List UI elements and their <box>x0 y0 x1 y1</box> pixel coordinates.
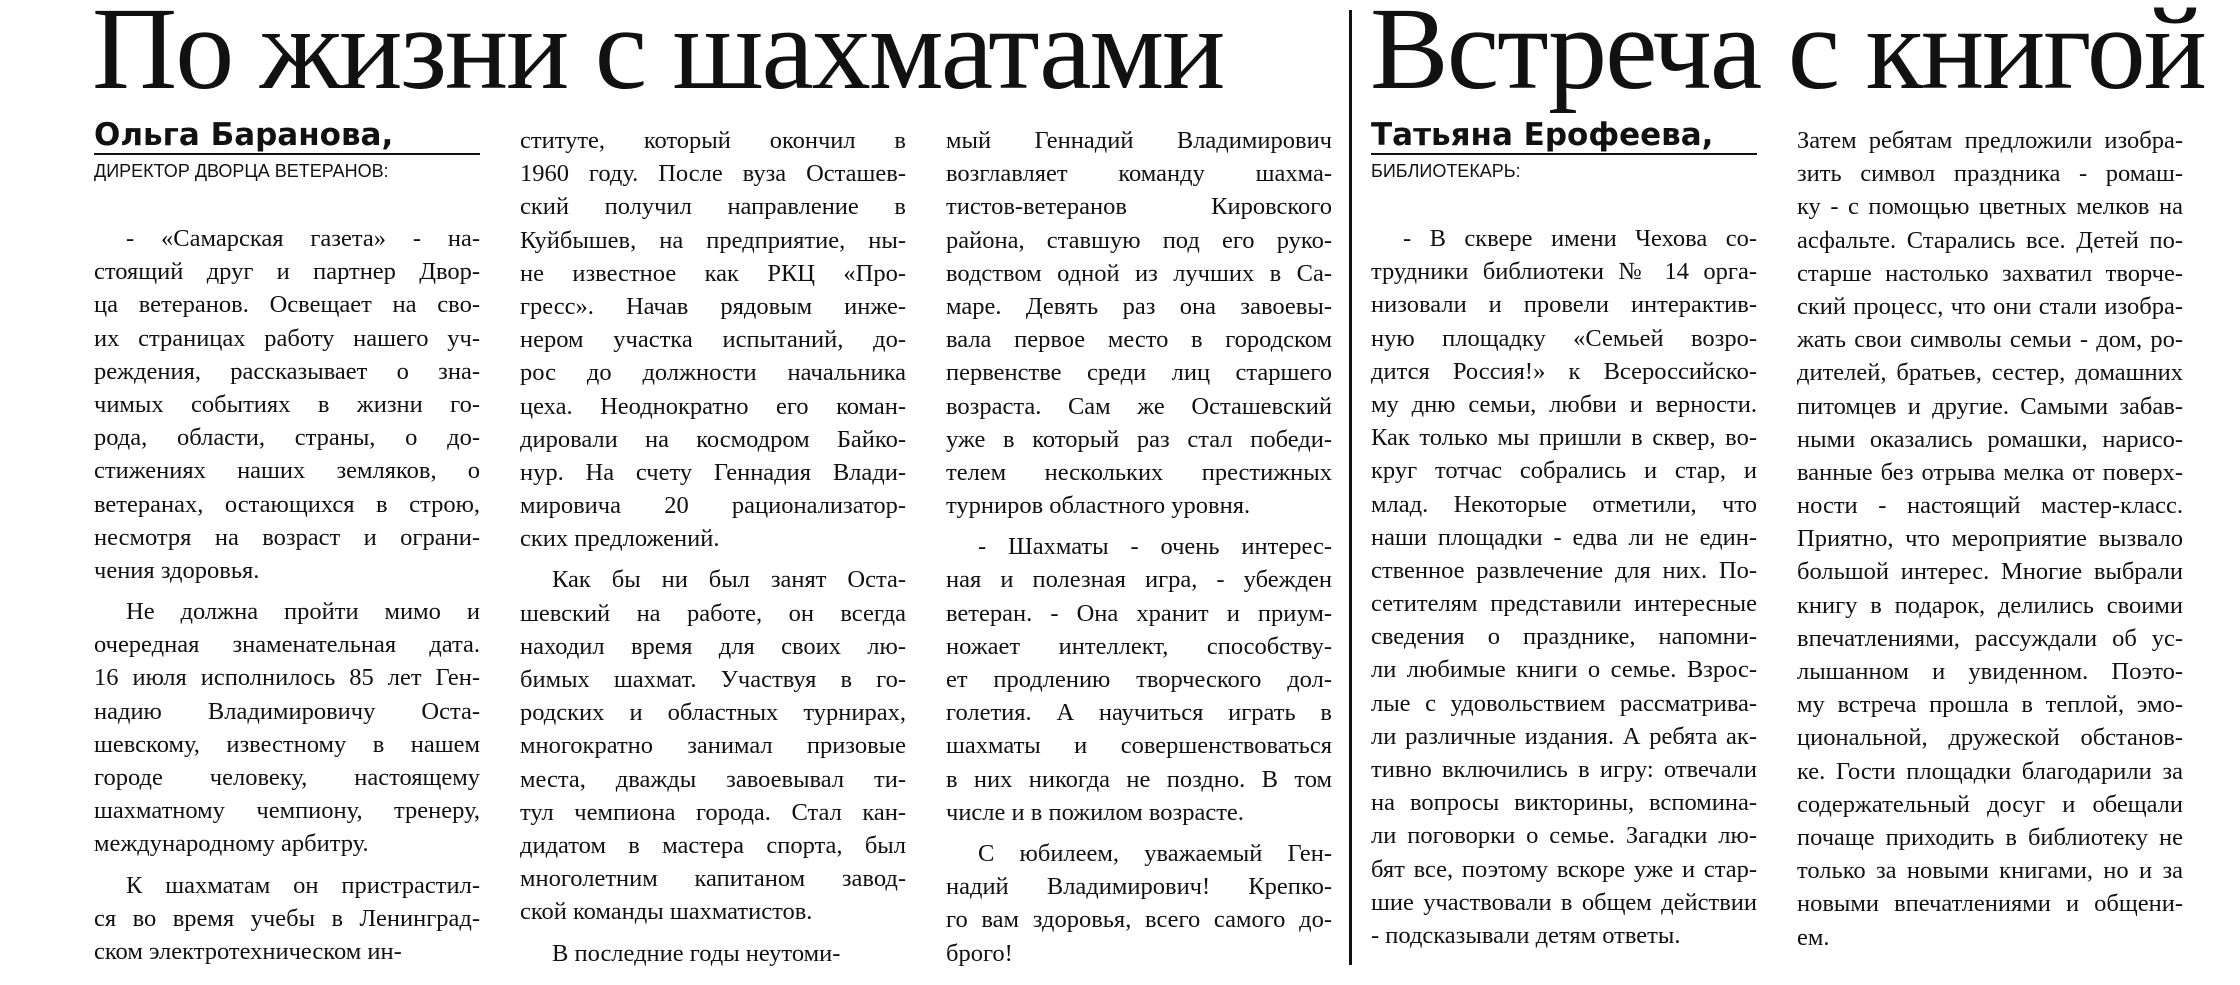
text-line: шевский на работе, он всегда <box>520 599 906 627</box>
text-line: возглавляет команду шахма- <box>946 160 1332 188</box>
text-line: ца ветеранов. Освещает на сво- <box>94 291 480 319</box>
text-line: новыми впечатлениями и общени- <box>1797 890 2183 918</box>
text-line: многократно занимал призовые <box>520 732 906 760</box>
text-line: стоящий друг и партнер Двор- <box>94 258 480 286</box>
text-line: ституте, который окончил в <box>520 127 906 154</box>
text-line: ку - с помощью цветных мелков на <box>1797 193 2183 221</box>
text-line: ственное развлечение для них. По- <box>1371 556 1757 584</box>
text-line: ветеранах, остающихся в строю, <box>94 490 480 518</box>
text-line: находил время для своих лю- <box>520 632 906 660</box>
text-line: Затем ребятам предложили изобра- <box>1797 127 2183 154</box>
text-line: ли поговорки о семье. Загадки лю- <box>1371 822 1757 850</box>
text-line: многолетним капитаном завод- <box>520 865 906 893</box>
article2-headline: Встреча с книгой <box>1370 0 2205 114</box>
article1-column-1 <box>94 190 480 968</box>
text-line: Не должна пройти мимо и <box>126 598 480 626</box>
text-line: ском электротехническом ин- <box>94 937 402 965</box>
text-line: лые с удовольствием рассматрива- <box>1371 689 1757 717</box>
text-line: сетителям представили интересные <box>1371 590 1757 618</box>
text-line: ся во время учебы в Ленинград- <box>94 904 480 932</box>
text-line: шевскому, известному в нашем <box>94 730 480 758</box>
text-line: возраста. Сам же Осташевский <box>946 392 1332 420</box>
text-line: рода, области, страны, о до- <box>94 424 480 452</box>
text-line: нером участка испытаний, до- <box>520 326 906 354</box>
text-line: - Шахматы - очень интерес- <box>978 533 1332 561</box>
text-line: цеха. Неоднократно его коман- <box>520 392 906 420</box>
text-line: циональной, дружеской обстанов- <box>1797 724 2183 752</box>
text-line: голетия. А научиться играть в <box>946 699 1332 727</box>
article2-author-rule <box>1371 153 1757 155</box>
article2-column-2 <box>1797 124 2183 954</box>
text-line: дителей, братьев, сестер, домашних <box>1797 359 2183 387</box>
column-divider <box>1349 10 1352 965</box>
text-line: тул чемпиона города. Стал кан- <box>520 798 906 826</box>
text-line: ских предложений. <box>520 525 720 553</box>
text-line: дидатом в мастера спорта, был <box>520 831 906 859</box>
article1-headline: По жизни с шахматами <box>92 0 1224 114</box>
article1-column-3 <box>946 124 1332 970</box>
text-line: маре. Девять раз она завоевы- <box>946 292 1332 320</box>
text-line: сведения о празднике, напомни- <box>1371 623 1757 651</box>
text-line: первенстве среди лиц старшего <box>946 359 1332 387</box>
article1-column-2 <box>520 124 906 970</box>
text-line: турниров областного уровня. <box>946 492 1251 520</box>
text-line: асфальте. Старались все. Детей по- <box>1797 226 2183 254</box>
text-line: содержательный досуг и обещали <box>1797 790 2183 818</box>
text-line: ванные без отрыва мелка от поверх- <box>1797 458 2183 486</box>
text-line: ем. <box>1797 923 1830 951</box>
text-line: С юбилеем, уважаемый Ген- <box>978 839 1332 867</box>
text-line: международному арбитру. <box>94 830 369 858</box>
text-line: родских и областных турнирах, <box>520 699 906 727</box>
text-line <box>1371 190 1757 206</box>
article2-author-role: БИБЛИОТЕКАРЬ: <box>1371 161 1521 181</box>
text-line: очередная знаменательная дата. <box>94 631 480 659</box>
text-line: района, ставшую под его руко- <box>946 226 1332 254</box>
text-line: ли любимые книги о семье. Взрос- <box>1371 656 1757 684</box>
text-line: книгу в подарок, делились своими <box>1797 591 2183 619</box>
text-line: только за новыми книгами, но и за <box>1797 857 2183 885</box>
text-line: надию Владимировичу Оста- <box>94 697 480 725</box>
article1-author: Ольга Баранова, <box>94 117 394 153</box>
text-line: лышанном и увиденном. Поэто- <box>1797 658 2183 685</box>
text-line: ет продлению творческого дол- <box>946 666 1332 693</box>
text-line: нур. На счету Геннадия Влади- <box>520 458 906 486</box>
text-line <box>94 190 480 206</box>
text-line: ской команды шахматистов. <box>520 898 813 926</box>
text-line: не известное как РКЦ «Про- <box>520 259 906 287</box>
text-line: наши площадки - едва ли не един- <box>1371 523 1757 551</box>
text-line: му дню семьи, любви и верности. <box>1371 390 1757 418</box>
text-line: их страницах работу нашего уч- <box>94 324 480 352</box>
text-line: му встреча прошла в теплой, эмо- <box>1797 691 2183 719</box>
text-line: шахматы и совершенствоваться <box>946 732 1332 760</box>
text-line: брого! <box>946 939 1013 967</box>
text-line: Как бы ни был занят Оста- <box>552 566 906 594</box>
text-line: дировали на космодром Байко- <box>520 425 906 453</box>
text-line: - подсказывали детям ответы. <box>1371 921 1681 949</box>
text-line: несмотря на возраст и ограни- <box>94 523 480 551</box>
text-line: рос до должности начальника <box>520 359 906 387</box>
text-line: чения здоровья. <box>94 556 260 584</box>
text-line: жать свои символы семьи - дом, ро- <box>1797 326 2183 354</box>
text-line: Как только мы пришли в сквер, во- <box>1371 424 1757 452</box>
text-line: шие участвовали в общем действии <box>1371 888 1757 916</box>
text-line: К шахматам он пристрастил- <box>126 871 480 899</box>
text-line: бимых шахмат. Участвуя в го- <box>520 666 906 693</box>
text-line: круг тотчас собрались и стар, и <box>1371 457 1757 485</box>
text-line: зить символ праздника - ромаш- <box>1797 160 2183 188</box>
text-line: ножает интеллект, способству- <box>946 632 1332 660</box>
text-line: места, дважды завоевывал ти- <box>520 765 906 793</box>
text-line: надий Владимирович! Крепко- <box>946 873 1332 901</box>
text-line: впечатлениями, рассуждали об ус- <box>1797 624 2183 652</box>
text-line: чимых событиях в жизни го- <box>94 390 480 418</box>
article1-author-role: ДИРЕКТОР ДВОРЦА ВЕТЕРАНОВ: <box>94 161 389 181</box>
text-line: ными оказались ромашки, нарисо- <box>1797 425 2183 453</box>
text-line <box>94 206 480 222</box>
text-line: млад. Некоторые отметили, что <box>1371 490 1757 518</box>
text-line: ности - настоящий мастер-класс. <box>1797 492 2183 520</box>
text-line: городе человеку, настоящему <box>94 764 480 791</box>
text-line: на вопросы викторины, вспомина- <box>1371 789 1757 817</box>
text-line: вала первое место в городском <box>946 326 1332 354</box>
text-line: трудники библиотеки № 14 орга- <box>1371 258 1757 286</box>
text-line: мый Геннадий Владимирович <box>946 127 1332 154</box>
text-line: почаще приходить в библиотеку не <box>1797 823 2183 851</box>
text-line: числе и в пожилом возрасте. <box>946 798 1244 826</box>
text-line: тивно включились в игру: отвечали <box>1371 756 1757 783</box>
text-line: 1960 году. После вуза Осташев- <box>520 160 906 188</box>
text-line: ский получил направление в <box>520 193 906 221</box>
text-line: уже в который раз стал победи- <box>946 425 1332 453</box>
text-line: мировича 20 рационализатор- <box>520 492 906 520</box>
text-line: го вам здоровья, всего самого до- <box>946 906 1332 934</box>
article1-author-rule <box>94 153 480 155</box>
text-line: ная и полезная игра, - убежден <box>946 566 1332 594</box>
text-line: шахматному чемпиону, тренеру, <box>94 797 480 825</box>
text-line: стижениях наших земляков, о <box>94 457 480 485</box>
text-line: гресс». Начав рядовым инже- <box>520 292 906 320</box>
text-line: ский процесс, что они стали изобра- <box>1797 292 2183 320</box>
text-line: старше настолько захватил творче- <box>1797 259 2183 287</box>
text-line: бят все, поэтому вскоре уже и стар- <box>1371 855 1757 883</box>
text-line: телем нескольких престижных <box>946 458 1332 486</box>
text-line: реждения, рассказывает о зна- <box>94 357 480 385</box>
text-line: - «Самарская газета» - на- <box>126 225 480 252</box>
text-line: В последние годы неутоми- <box>552 939 841 967</box>
text-line: ли различные издания. А ребята ак- <box>1371 722 1757 750</box>
text-line: - В сквере имени Чехова со- <box>1403 225 1757 252</box>
text-line <box>1371 206 1757 222</box>
text-line: ке. Гости площадки благодарили за <box>1797 757 2183 785</box>
text-line: в них никогда не поздно. В том <box>946 765 1332 793</box>
text-line: ветеран. - Она хранит и приум- <box>946 599 1332 627</box>
text-line: Приятно, что мероприятие вызвало <box>1797 525 2183 553</box>
article2-author: Татьяна Ерофеева, <box>1371 117 1714 153</box>
text-line: большой интерес. Многие выбрали <box>1797 558 2183 586</box>
text-line: тистов-ветеранов Кировского <box>946 193 1332 221</box>
text-line: Куйбышев, на предприятие, ны- <box>520 226 906 254</box>
text-line: водством одной из лучших в Са- <box>946 259 1332 287</box>
article2-column-1 <box>1371 190 1757 952</box>
text-line: питомцев и другие. Самыми забав- <box>1797 392 2183 420</box>
text-line: ную площадку «Семьей возро- <box>1371 324 1757 352</box>
text-line: 16 июля исполнилось 85 лет Ген- <box>94 664 480 692</box>
text-line: низовали и провели интерактив- <box>1371 291 1757 319</box>
text-line: дится Россия!» к Всероссийско- <box>1371 357 1757 385</box>
